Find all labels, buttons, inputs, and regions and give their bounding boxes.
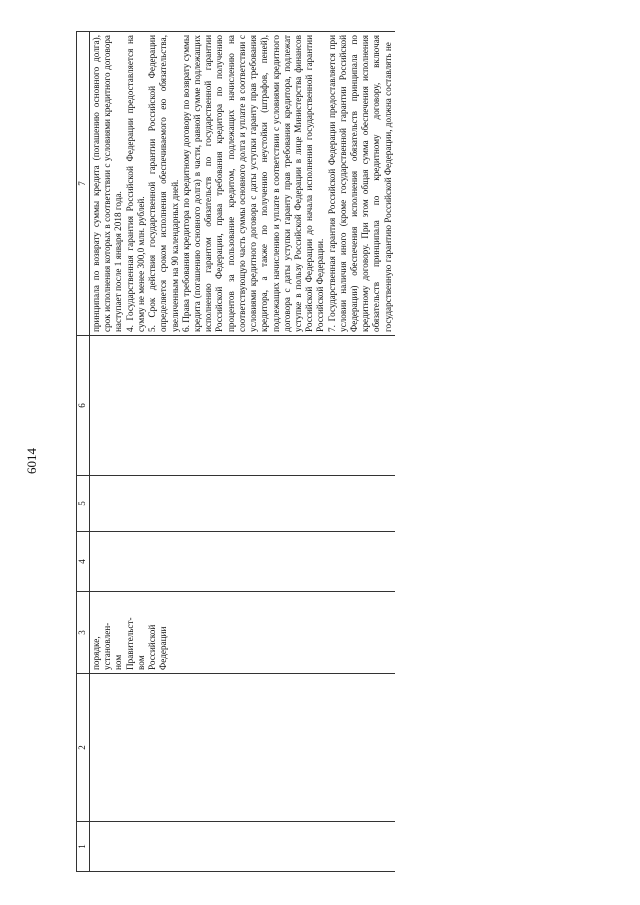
page-number-text: 6014	[24, 448, 39, 474]
cell-3-line: Российской	[147, 624, 158, 670]
cell-col-5	[90, 476, 395, 532]
table-row	[90, 32, 395, 872]
cell-col-4	[90, 532, 395, 592]
cell-3-line: Федерации	[158, 626, 169, 670]
table-header	[77, 32, 90, 872]
paragraph-item-6: 6. Права требования кредитора по кредитному договору по возврату суммы кредита (погашению основного долга) в части, равной сумме подлежащих исполнению гарантом обязательств по государственной гарантии Российской Федерации, права требования кредитора по получению процентов за пользование кредитом, подлежащих начислению на соответствующую часть суммы основного долга и уплате в соответствии с условиями кредитного договора с даты уступки гаранту прав требования кредитора, а также по получению неустойки (штрафов, пеней), подлежащих начислению и уплате в соответствии с условиями кредитного договора с даты уступки гаранту прав требования кредитора, подлежат уступке в пользу Российской Федерации в лице Министерства финансов Российской Федерации до начала исполнения государственной гарантии Российской Федерации.	[180, 35, 326, 332]
paragraph-item-7: 7. Государственная гарантия Российской Федерации предоставляется при условии наличия иного (кроме государственной гарантии Российской Федерации) обеспечения исполнения обязательств принципала по кредитному договору. При этом общая сумма обеспечения исполнения обязательств принципала по кредитному договору, включая государственную гарантию Российской Федерации, должна составлять не	[326, 35, 393, 332]
paragraph-item-5: 5. Срок действия государственной гарантии Российской Федерации определяется сроком исполнения обеспечиваемого ею обязательства, увеличенным на 90 календарных дней.	[147, 35, 180, 332]
guarantee-table	[76, 31, 395, 872]
cell-3-line: установлен-	[102, 622, 113, 670]
col-header-1: 1	[77, 822, 90, 872]
col-header-6: 6	[77, 336, 90, 476]
paragraph-continuation: принципала по возврату суммы кредита (погашению основного долга), срок исполнения которых в соответствии с условиями кредитного договора наступает после 1 января 2018 года.	[91, 35, 124, 332]
cell-3-line: ном	[113, 654, 124, 670]
col-header-4: 4	[77, 532, 90, 592]
col-header-7: 7	[77, 32, 90, 336]
column-number-row	[77, 32, 90, 872]
col-header-2: 2	[77, 674, 90, 822]
cell-col-7	[90, 32, 395, 336]
cell-col-6	[90, 336, 395, 476]
col-header-3: 3	[77, 592, 90, 674]
col-header-5: 5	[77, 476, 90, 532]
cell-col-3	[90, 592, 395, 674]
rotated-table-container	[76, 32, 606, 872]
cell-col-1	[90, 822, 395, 872]
cell-3-line: Правительст-	[124, 617, 135, 670]
page-number	[16, 445, 48, 477]
cell-col-2	[90, 674, 395, 822]
paragraph-item-4: 4. Государственная гарантия Российской Федерации предоставляется на сумму не менее 300,0 млн. рублей.	[124, 35, 146, 332]
cell-3-line: вом	[135, 655, 146, 670]
cell-3-line: порядке,	[91, 636, 101, 670]
